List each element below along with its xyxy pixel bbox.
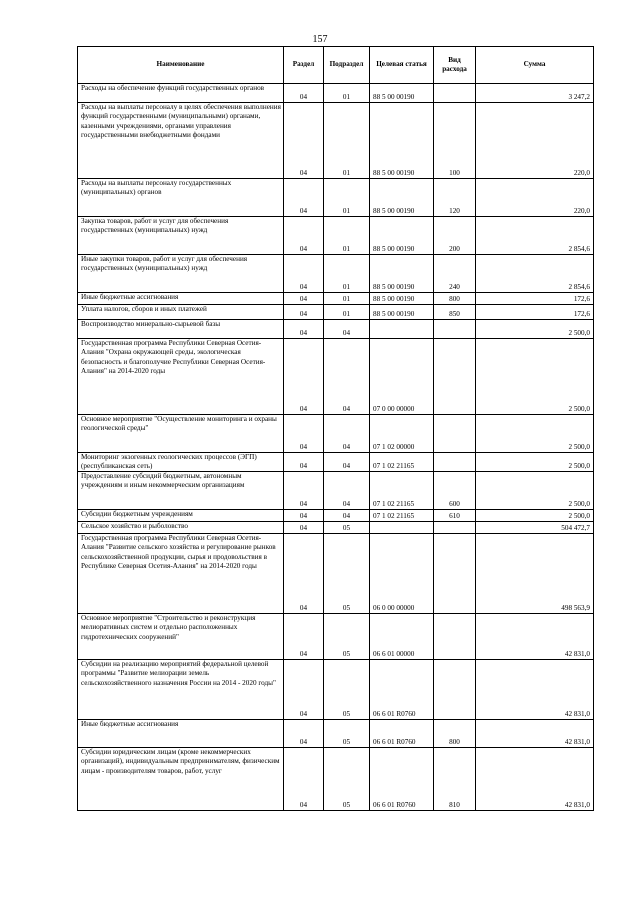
row-tselevaya-cell: 88 5 00 00190	[370, 305, 434, 320]
row-name-cell	[78, 255, 284, 293]
row-vid-cell: 610	[434, 510, 476, 522]
table-row	[78, 339, 594, 415]
row-summa-cell: 220,0	[476, 179, 594, 217]
row-tselevaya-cell: 88 5 00 00190	[370, 255, 434, 293]
row-name-text: Основное мероприятие "Осуществление мониторинга и охраны геологической среды"	[81, 415, 277, 433]
row-name-cell	[78, 720, 284, 748]
row-name-cell	[78, 472, 284, 510]
row-name-text: Государственная программа Республики Северная Осетия-Алания "Охрана окружающей среды, экологическая безопасность и благополучие Республики Северная Осетия-Алания" на 2014-2020 годы	[81, 339, 266, 376]
row-name-text: Предоставление субсидий бюджетным, автономным учреждениям и иным некоммерческим организациям	[81, 472, 245, 490]
row-podrazdel-cell: 01	[324, 293, 370, 305]
row-tselevaya-cell: 06 6 01 R0760	[370, 748, 434, 811]
row-summa-cell: 2 854,6	[476, 255, 594, 293]
row-name-cell	[78, 320, 284, 339]
row-name-cell	[78, 84, 284, 103]
row-podrazdel-cell: 05	[324, 660, 370, 720]
row-summa-cell: 498 563,9	[476, 534, 594, 614]
row-vid-cell	[434, 614, 476, 660]
row-name-text: Субсидии на реализацию мероприятий федеральной целевой программы "Развитие мелиорации земель сельскохозяйственного назначения России на 2014 - 2020 годы"	[81, 660, 276, 687]
row-vid-cell: 850	[434, 305, 476, 320]
row-tselevaya-cell: 88 5 00 00190	[370, 103, 434, 179]
row-name-cell	[78, 339, 284, 415]
row-razdel-cell: 04	[284, 614, 324, 660]
row-podrazdel-cell: 05	[324, 748, 370, 811]
row-vid-cell	[434, 660, 476, 720]
row-vid-cell: 100	[434, 103, 476, 179]
row-vid-cell	[434, 453, 476, 472]
row-summa-cell: 42 831,0	[476, 748, 594, 811]
row-podrazdel-cell: 05	[324, 522, 370, 534]
row-vid-cell	[434, 522, 476, 534]
row-podrazdel-cell: 01	[324, 255, 370, 293]
row-name-cell	[78, 453, 284, 472]
row-name-cell	[78, 217, 284, 255]
table-row	[78, 453, 594, 472]
table-row	[78, 179, 594, 217]
row-summa-cell: 2 500,0	[476, 415, 594, 453]
row-name-text: Основное мероприятие "Строительство и реконструкция мелиоративных систем и отдельно расположенных гидротехнических сооружений"	[81, 614, 256, 641]
header-razdel: Раздел	[284, 47, 324, 84]
row-summa-cell: 2 500,0	[476, 472, 594, 510]
budget-table	[77, 46, 594, 811]
row-razdel-cell: 04	[284, 84, 324, 103]
row-name-cell	[78, 103, 284, 179]
table-body	[78, 84, 594, 811]
row-podrazdel-cell: 01	[324, 84, 370, 103]
row-name-cell	[78, 415, 284, 453]
row-name-cell	[78, 748, 284, 811]
table-row	[78, 534, 594, 614]
row-name-text: Мониторинг экзогенных геологических процессов (ЭГП) (республиканская сеть)	[81, 453, 257, 471]
row-name-cell	[78, 305, 284, 320]
row-razdel-cell: 04	[284, 510, 324, 522]
row-podrazdel-cell: 04	[324, 472, 370, 510]
row-vid-cell: 810	[434, 748, 476, 811]
row-podrazdel-cell: 01	[324, 103, 370, 179]
row-tselevaya-cell: 06 6 01 R0760	[370, 660, 434, 720]
row-name-text: Закупка товаров, работ и услуг для обеспечения государственных (муниципальных) нужд	[81, 217, 229, 235]
row-summa-cell: 172,6	[476, 305, 594, 320]
row-razdel-cell: 04	[284, 293, 324, 305]
row-name-cell	[78, 522, 284, 534]
table-row	[78, 84, 594, 103]
row-name-text: Расходы на выплаты персоналу государственных (муниципальных) органов	[81, 179, 232, 197]
row-name-text: Расходы на выплаты персоналу в целях обеспечения выполнения функций государственными (муниципальными) органами, казенными учреждениями, органами управления государственными внебюджетными фондами	[81, 103, 281, 140]
row-name-text: Иные бюджетные ассигнования	[81, 720, 179, 728]
row-summa-cell: 504 472,7	[476, 522, 594, 534]
row-tselevaya-cell: 88 5 00 00190	[370, 217, 434, 255]
header-vid-rashoda: Вид расхода	[434, 47, 476, 84]
table-row	[78, 217, 594, 255]
table-row	[78, 320, 594, 339]
table-row	[78, 103, 594, 179]
header-podrazdel: Подраздел	[324, 47, 370, 84]
row-razdel-cell: 04	[284, 453, 324, 472]
row-razdel-cell: 04	[284, 255, 324, 293]
row-name-cell	[78, 660, 284, 720]
row-razdel-cell: 04	[284, 748, 324, 811]
row-vid-cell: 800	[434, 293, 476, 305]
row-name-text: Сельское хозяйство и рыболовство	[81, 522, 188, 530]
row-tselevaya-cell: 06 6 01 00000	[370, 614, 434, 660]
row-tselevaya-cell: 07 1 02 21165	[370, 472, 434, 510]
table-row	[78, 293, 594, 305]
row-vid-cell: 200	[434, 217, 476, 255]
row-name-text: Иные закупки товаров, работ и услуг для обеспечения государственных (муниципальных) нужд	[81, 255, 248, 273]
row-razdel-cell: 04	[284, 339, 324, 415]
row-tselevaya-cell: 07 0 00 00000	[370, 339, 434, 415]
row-podrazdel-cell: 04	[324, 510, 370, 522]
row-tselevaya-cell	[370, 320, 434, 339]
row-podrazdel-cell: 05	[324, 720, 370, 748]
row-summa-cell: 220,0	[476, 103, 594, 179]
row-vid-cell: 240	[434, 255, 476, 293]
row-razdel-cell: 04	[284, 660, 324, 720]
row-name-text: Расходы на обеспечение функций государственных органов	[81, 84, 265, 92]
table-row	[78, 305, 594, 320]
row-vid-cell: 600	[434, 472, 476, 510]
row-summa-cell: 2 854,6	[476, 217, 594, 255]
row-vid-cell: 800	[434, 720, 476, 748]
row-name-cell	[78, 510, 284, 522]
row-summa-cell: 42 831,0	[476, 720, 594, 748]
row-podrazdel-cell: 01	[324, 217, 370, 255]
table-row	[78, 660, 594, 720]
row-name-text: Субсидии бюджетным учреждениям	[81, 510, 193, 518]
row-tselevaya-cell	[370, 522, 434, 534]
row-podrazdel-cell: 04	[324, 320, 370, 339]
row-tselevaya-cell: 07 1 02 00000	[370, 415, 434, 453]
row-name-cell	[78, 179, 284, 217]
row-razdel-cell: 04	[284, 103, 324, 179]
row-vid-cell	[434, 534, 476, 614]
row-summa-cell: 2 500,0	[476, 453, 594, 472]
table-header-row	[78, 47, 594, 84]
row-podrazdel-cell: 04	[324, 453, 370, 472]
row-razdel-cell: 04	[284, 217, 324, 255]
row-name-text: Уплата налогов, сборов и иных платежей	[81, 305, 207, 313]
row-razdel-cell: 04	[284, 179, 324, 217]
row-vid-cell	[434, 339, 476, 415]
page-number: 157	[312, 34, 328, 45]
row-razdel-cell: 04	[284, 472, 324, 510]
row-tselevaya-cell: 07 1 02 21165	[370, 510, 434, 522]
row-summa-cell: 3 247,2	[476, 84, 594, 103]
row-podrazdel-cell: 05	[324, 614, 370, 660]
row-name-text: Иные бюджетные ассигнования	[81, 293, 179, 301]
row-razdel-cell: 04	[284, 320, 324, 339]
table-row	[78, 720, 594, 748]
header-summa: Сумма	[476, 47, 594, 84]
row-razdel-cell: 04	[284, 522, 324, 534]
header-tselevaya-statya: Целевая статья	[370, 47, 434, 84]
row-razdel-cell: 04	[284, 534, 324, 614]
row-name-cell	[78, 614, 284, 660]
row-name-text: Государственная программа Республики Северная Осетия-Алания "Развитие сельского хозяйства и регулирование рынков сельскохозяйственной продукции, сырья и продовольствия в Республике Северная Осетия-Алания" на 2014-2020 годы	[81, 534, 276, 571]
row-vid-cell	[434, 320, 476, 339]
row-summa-cell: 2 500,0	[476, 510, 594, 522]
row-tselevaya-cell: 06 0 00 00000	[370, 534, 434, 614]
row-tselevaya-cell: 88 5 00 00190	[370, 293, 434, 305]
row-vid-cell	[434, 84, 476, 103]
row-podrazdel-cell: 05	[324, 534, 370, 614]
row-name-text: Субсидии юридическим лицам (кроме некоммерческих организаций), индивидуальным предпринимателям, физическим лицам - производителям товаров, работ, услуг	[81, 748, 280, 775]
row-podrazdel-cell: 04	[324, 339, 370, 415]
row-summa-cell: 42 831,0	[476, 660, 594, 720]
row-vid-cell: 120	[434, 179, 476, 217]
row-summa-cell: 42 831,0	[476, 614, 594, 660]
row-summa-cell: 172,6	[476, 293, 594, 305]
row-summa-cell: 2 500,0	[476, 320, 594, 339]
row-tselevaya-cell: 88 5 00 00190	[370, 84, 434, 103]
row-vid-cell	[434, 415, 476, 453]
row-razdel-cell: 04	[284, 305, 324, 320]
table-row	[78, 472, 594, 510]
row-name-cell	[78, 534, 284, 614]
table-row	[78, 415, 594, 453]
row-tselevaya-cell: 06 6 01 R0760	[370, 720, 434, 748]
row-name-cell	[78, 293, 284, 305]
row-razdel-cell: 04	[284, 415, 324, 453]
table-row	[78, 748, 594, 811]
table-row	[78, 255, 594, 293]
row-name-text: Воспроизводство минерально-сырьевой базы	[81, 320, 221, 328]
row-podrazdel-cell: 01	[324, 305, 370, 320]
table-row	[78, 614, 594, 660]
table-row	[78, 522, 594, 534]
row-tselevaya-cell: 07 1 02 21165	[370, 453, 434, 472]
row-podrazdel-cell: 04	[324, 415, 370, 453]
row-summa-cell: 2 500,0	[476, 339, 594, 415]
row-podrazdel-cell: 01	[324, 179, 370, 217]
header-name: Наименование	[78, 47, 284, 84]
row-tselevaya-cell: 88 5 00 00190	[370, 179, 434, 217]
table-row	[78, 510, 594, 522]
row-razdel-cell: 04	[284, 720, 324, 748]
